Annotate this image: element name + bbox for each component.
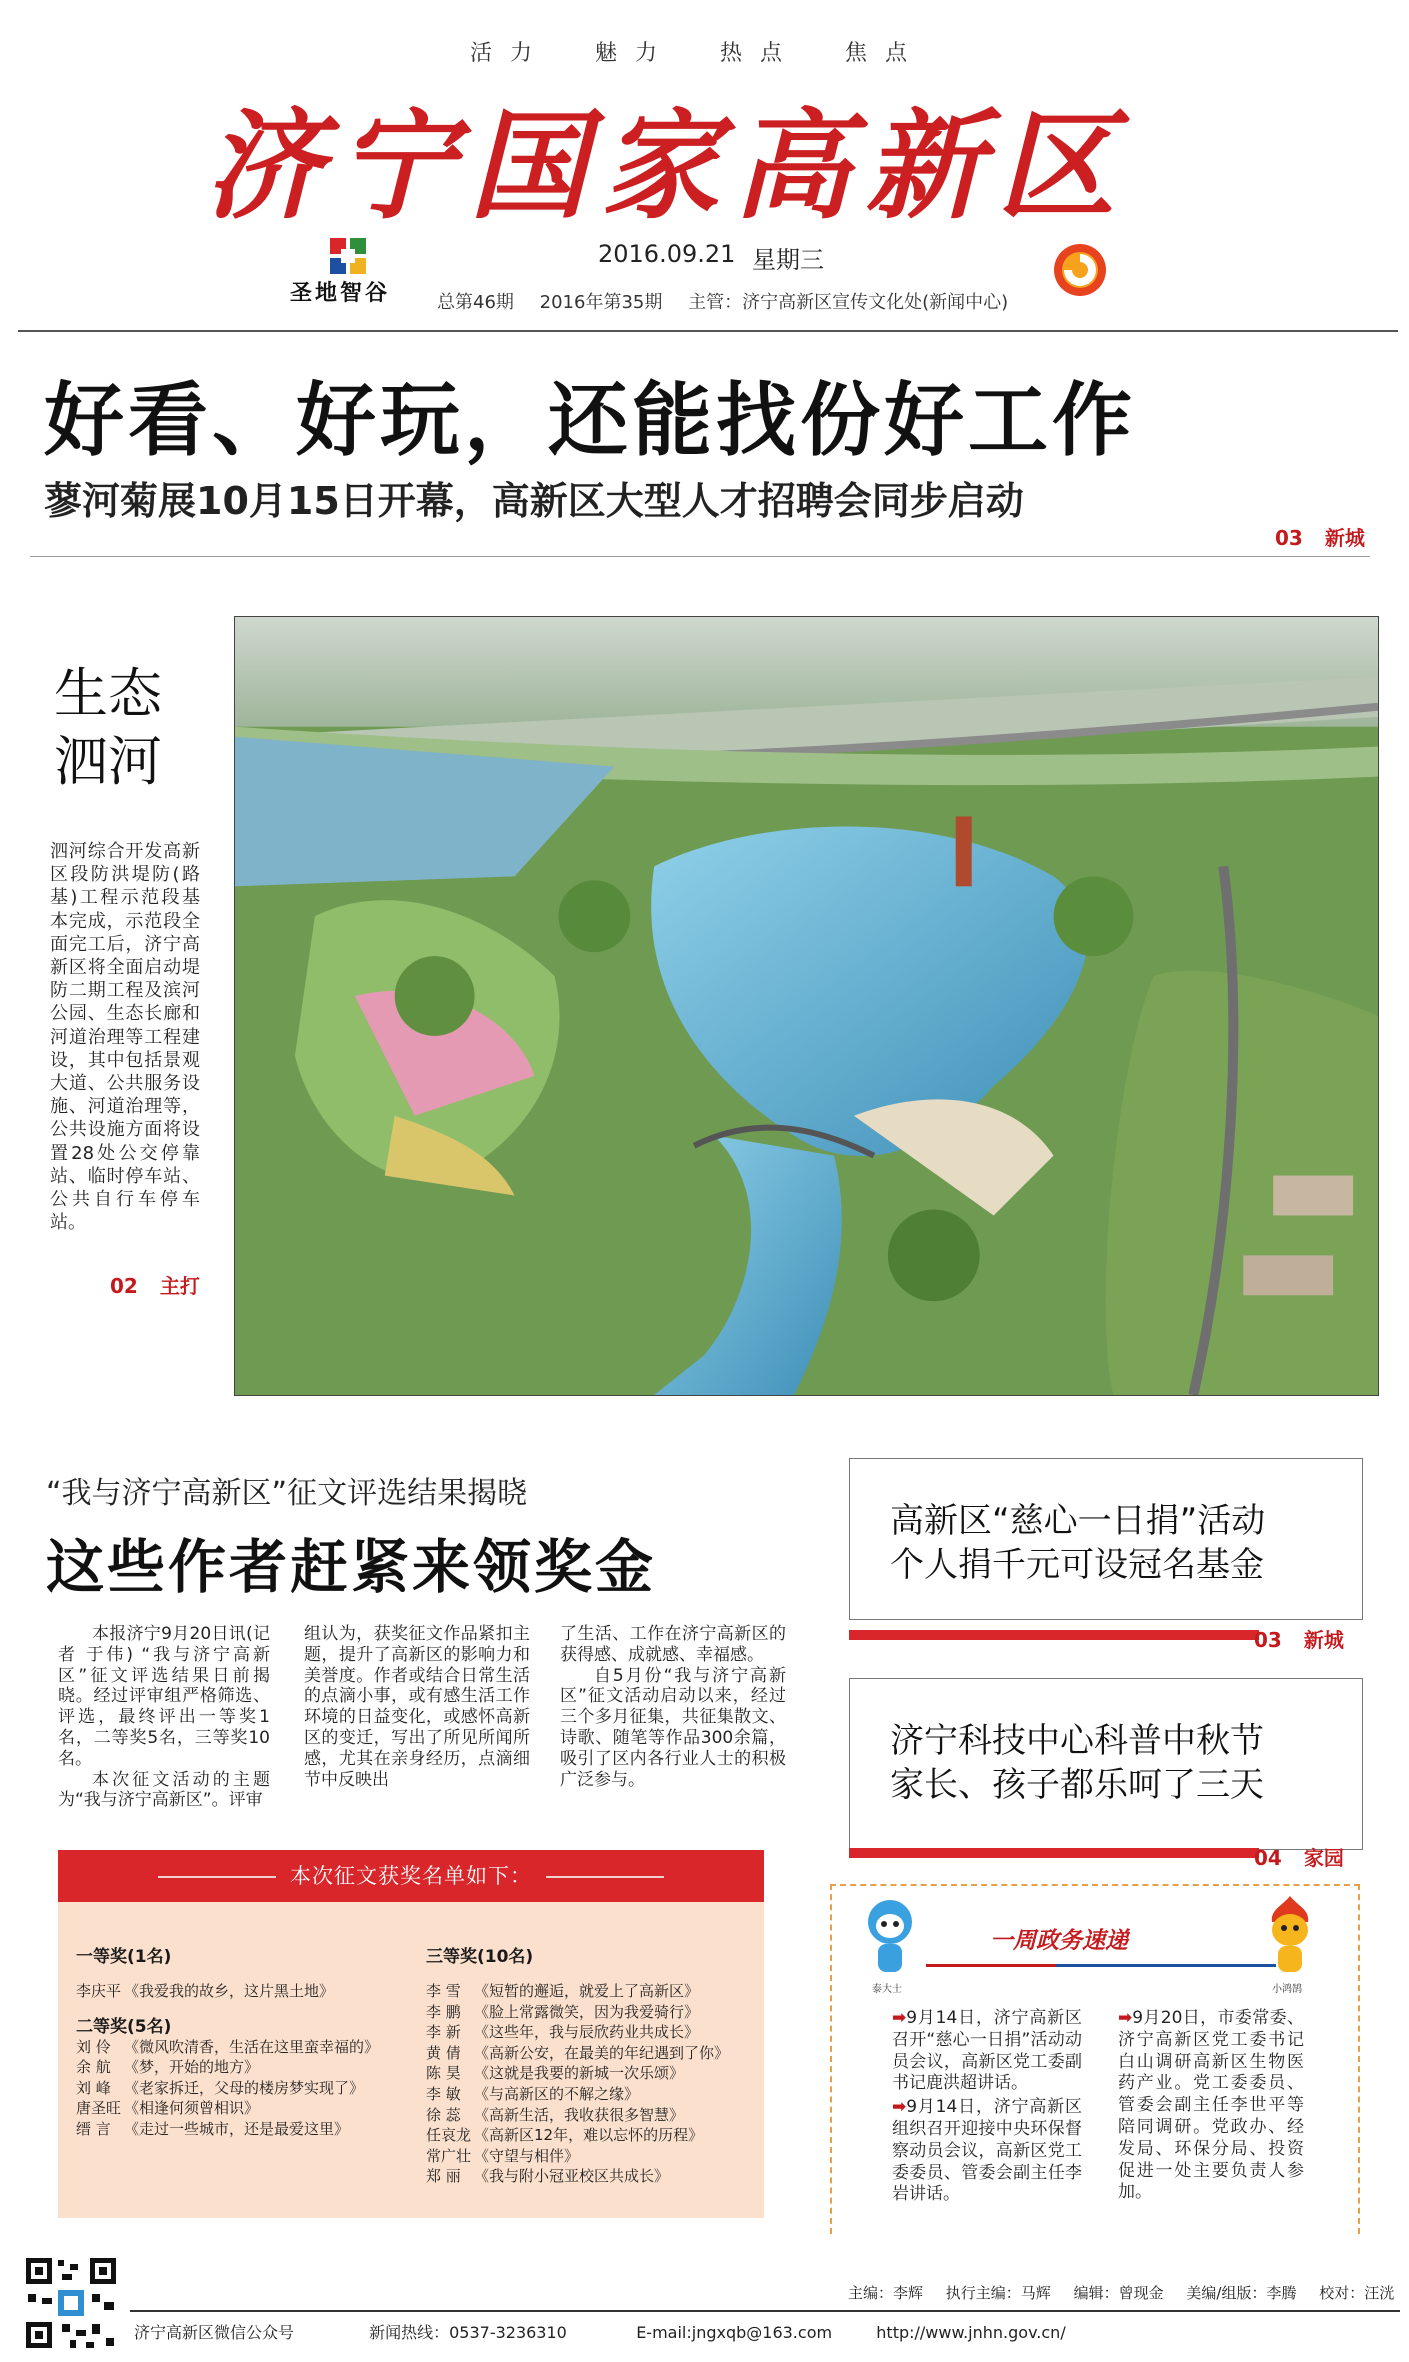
award-second-title: 二等奖(5名) xyxy=(76,2016,172,2037)
award-work-title: 《微风吹清香，生活在这里蛮幸福的》 xyxy=(124,2037,380,2056)
award-header xyxy=(58,1850,764,1902)
decor-line xyxy=(546,1876,664,1878)
designer: 美编/组版：李腾 xyxy=(1186,2284,1297,2302)
award-work-title: 《高新公安，在最美的年纪遇到了你》 xyxy=(474,2043,730,2062)
award-author: 徐 蕊 xyxy=(426,2105,461,2124)
award-author: 李 敏 xyxy=(426,2084,461,2103)
section-name: 新城 xyxy=(1324,526,1365,550)
award-entry xyxy=(426,2166,746,2187)
teaser-box[interactable] xyxy=(849,1678,1363,1850)
award-first-list xyxy=(76,1981,416,2002)
mascot-right-caption: 小鸿鹄 xyxy=(1272,1984,1302,1995)
brief-column-2 xyxy=(1118,2008,1304,2206)
issue-weekday: 星期三 xyxy=(752,246,824,274)
ecology-title-line: 泗河 xyxy=(54,730,162,793)
teaser-bar xyxy=(849,1848,1259,1858)
story-column-3 xyxy=(560,1624,786,1790)
email-link[interactable]: E-mail:jngxqb@163.com xyxy=(636,2323,833,2342)
award-entry xyxy=(76,2078,416,2099)
award-work-title: 《高新区12年，难以忘怀的历程》 xyxy=(474,2126,704,2145)
award-entry xyxy=(426,2105,746,2126)
award-first-title: 一等奖(1名) xyxy=(76,1947,172,1967)
issue-sponsor: 主管：济宁高新区宣传文化处(新闻中心) xyxy=(688,292,1009,313)
brief-item-text: 9月14日，济宁高新区组织召开迎接中央环保督察动员会议，高新区党工委委员、管委会副主任李岩讲话。 xyxy=(892,2097,1082,2205)
brief-rule xyxy=(1056,1964,1276,1967)
award-author: 唐圣旺 xyxy=(76,2099,122,2118)
award-author: 缙 言 xyxy=(76,2119,111,2138)
award-author: 黄 倩 xyxy=(426,2043,461,2062)
award-author: 刘 伶 xyxy=(76,2037,111,2056)
teaser-line: 高新区“慈心一日捐”活动 xyxy=(890,1501,1266,1541)
award-entry xyxy=(426,2043,746,2064)
award-work-title: 《这些年，我与辰欣药业共成长》 xyxy=(474,2023,700,2042)
award-entry xyxy=(76,2037,416,2058)
masthead xyxy=(205,86,1215,246)
story-paragraph: 自5月份“我与济宁高新区”征文活动启动以来，经过三个多月征集，共征集散文、诗歌、随笔等作品300余篇，吸引了区内各行业人士的积极广泛参与。 xyxy=(560,1665,786,1790)
award-second-list xyxy=(76,2037,416,2140)
brief-item-text: 9月20日，市委常委、济宁高新区党工委书记白山调研高新区生物医药产业。党工委委员、管委会副主任李世平等陪同调研。党政办、经发局、环保分局、投资促进一处主要负责人参加。 xyxy=(1118,2008,1304,2203)
brief-column-1 xyxy=(892,2008,1082,2208)
issue-total: 总第46期 xyxy=(437,292,514,313)
story-paragraph: 组认为，获奖征文作品紧扣主题，提升了高新区的影响力和美誉度。作者或结合日常生活的点滴小事，或有感生活工作环境的日益变化，或感怀高新区的变迁，写出了所见所闻所感，尤其在亲身经历，点滴细节中反映出 xyxy=(304,1624,530,1790)
award-author: 任哀龙 xyxy=(426,2126,472,2145)
award-entry xyxy=(76,2119,416,2140)
river-park-aerial-image xyxy=(234,616,1379,1396)
brief-item xyxy=(892,2097,1082,2206)
story-column-1 xyxy=(58,1624,270,1811)
award-entry xyxy=(426,2063,746,2084)
award-entry xyxy=(426,2146,746,2167)
weekly-brief-title: 一周政务速递 xyxy=(990,1928,1128,1954)
page-number: 03 xyxy=(1275,526,1303,550)
award-work-title: 《与高新区的不解之缘》 xyxy=(474,2084,640,2103)
award-author: 刘 峰 xyxy=(76,2078,111,2097)
website-link[interactable]: http://www.jnhn.gov.cn/ xyxy=(876,2323,1066,2342)
teaser-line: 个人捐千元可设冠名基金 xyxy=(890,1545,1264,1585)
award-third-title: 三等奖(10名) xyxy=(426,1947,534,1967)
qr-code-icon[interactable] xyxy=(22,2254,120,2352)
story-paragraph: 本次征文活动的主题为“我与济宁高新区”。评审 xyxy=(58,1769,270,1811)
teaser-line: 济宁科技中心科普中秋节 xyxy=(890,1721,1264,1761)
exec-editor: 执行主编：马辉 xyxy=(945,2284,1051,2302)
award-column-right xyxy=(426,1942,746,2187)
logo-mark-icon xyxy=(328,236,368,276)
award-entry xyxy=(426,2084,746,2105)
award-work-title: 《走过一些城市，还是最爱这里》 xyxy=(124,2119,350,2138)
editorial-staff xyxy=(848,2282,1409,2303)
ecology-title-line: 生态 xyxy=(54,662,162,725)
footer-rule xyxy=(130,2310,1400,2312)
wechat-label: 济宁高新区微信公众号 xyxy=(134,2323,295,2342)
award-work-title: 《高新生活，我收获很多智慧》 xyxy=(474,2105,685,2124)
proofreader: 校对：汪洸 xyxy=(1319,2284,1395,2302)
chief-editor: 主编：李辉 xyxy=(848,2284,924,2302)
swirl-logo-icon xyxy=(1050,240,1110,300)
award-work-title: 《梦，开始的地方》 xyxy=(124,2058,260,2077)
page-number: 02 xyxy=(110,1274,138,1298)
award-author: 郑 丽 xyxy=(426,2167,461,2186)
issue-year: 2016年第35期 xyxy=(539,292,663,313)
award-entry xyxy=(76,2057,416,2078)
mascot-left-caption: 泰大士 xyxy=(872,1984,902,1995)
brief-item xyxy=(1118,2008,1304,2204)
section-name: 家园 xyxy=(1303,1846,1344,1870)
lead-headline[interactable]: 好看、好玩，还能找份好工作 xyxy=(44,374,1136,467)
award-work-title: 《这就是我要的新城一次乐颂》 xyxy=(474,2064,685,2083)
award-author: 常广壮 xyxy=(426,2146,472,2165)
story-kicker: “我与济宁高新区”征文评选结果揭晓 xyxy=(46,1476,528,1511)
award-author: 李 鹏 xyxy=(426,2002,461,2021)
award-author: 李庆平 xyxy=(76,1982,122,2000)
lead-subhead: 蓼河菊展10月15日开幕，高新区大型人才招聘会同步启动 xyxy=(44,479,1024,523)
story-paragraph: 了生活、工作在济宁高新区的获得感、成就感、幸福感。 xyxy=(560,1624,786,1665)
teaser-line: 家长、孩子都乐呵了三天 xyxy=(890,1765,1264,1805)
hotline[interactable]: 新闻热线：0537-3236310 xyxy=(369,2323,567,2342)
teaser-page-ref[interactable] xyxy=(1254,1624,1344,1653)
story-paragraph: 本报济宁9月20日讯(记者 于伟) “我与济宁高新区”征文评选结果日前揭晓。经过评审组严格筛选、评选，最终评出一等奖1名，二等奖5名，三等奖10名。 xyxy=(58,1624,270,1769)
mascot-xiaohonghu-icon xyxy=(1262,1892,1318,1980)
teaser-bar xyxy=(849,1630,1259,1640)
section-name: 主打 xyxy=(159,1274,200,1298)
award-entry xyxy=(76,2098,416,2119)
award-work-title: 《我爱我的故乡，这片黑土地》 xyxy=(124,1982,335,2000)
award-header-title: 本次征文获奖名单如下： xyxy=(290,1864,532,1888)
award-work-title: 《相逢何须曾相识》 xyxy=(124,2099,260,2118)
award-entry xyxy=(426,2125,746,2146)
section-rule xyxy=(30,556,1370,557)
arrow-right-icon: ➡ xyxy=(892,2097,907,2118)
editor: 编辑：曾现金 xyxy=(1073,2284,1164,2302)
ecology-title xyxy=(54,660,162,796)
arrow-right-icon: ➡ xyxy=(1118,2008,1133,2028)
teaser-box[interactable] xyxy=(849,1458,1363,1620)
award-work-title: 《守望与相伴》 xyxy=(474,2146,580,2165)
award-list-box xyxy=(58,1850,764,2218)
issue-date: 2016.09.21 xyxy=(598,240,736,268)
award-author: 李 新 xyxy=(426,2023,461,2042)
page-number: 03 xyxy=(1254,1628,1282,1652)
award-author: 余 航 xyxy=(76,2058,111,2077)
masthead-slogan: 活力 魅力 热点 焦点 xyxy=(470,41,925,66)
brief-item-text: 9月14日，济宁高新区召开“慈心一日捐”活动动员会议，高新区党工委副书记鹿洪超讲话。 xyxy=(892,2008,1082,2094)
decor-line xyxy=(158,1876,276,1878)
masthead-title: 济宁国家高新区 xyxy=(205,96,1130,235)
award-author: 陈 昊 xyxy=(426,2064,461,2083)
shengdi-zhigu-logo xyxy=(290,236,430,306)
mascot-taidashi-icon xyxy=(862,1892,918,1980)
award-work-title: 《我与附小冠亚校区共成长》 xyxy=(474,2167,670,2186)
ecology-page-ref[interactable] xyxy=(110,1270,200,1299)
footer-contact-line xyxy=(134,2320,1066,2343)
section-name: 新城 xyxy=(1303,1628,1344,1652)
page-number: 04 xyxy=(1254,1846,1282,1870)
issue-info-line xyxy=(437,288,1028,314)
award-third-list xyxy=(426,1981,746,2187)
award-author: 李 雪 xyxy=(426,1982,461,2000)
award-column-left xyxy=(76,1942,416,2140)
award-entry xyxy=(426,1981,746,2002)
award-entry xyxy=(76,1981,416,2002)
award-work-title: 《脸上常露微笑，因为我爱骑行》 xyxy=(474,2002,700,2021)
story-column-2 xyxy=(304,1624,530,1790)
award-entry xyxy=(426,2002,746,2023)
brief-item xyxy=(892,2008,1082,2095)
ecology-body: 泗河综合开发高新区段防洪堤防(路基)工程示范段基本完成，示范段全面完工后，济宁高新区将全面启动堤防二期工程及滨河公园、生态长廊和河道治理等工程建设，其中包括景观大道、公共服务设施、河道治理等，公共设施方面将设置28处公交停靠站、临时停车站、公共自行车停车站。 xyxy=(50,841,200,1234)
lead-page-ref[interactable] xyxy=(1275,522,1365,551)
award-work-title: 《老家拆迁，父母的楼房梦实现了》 xyxy=(124,2078,365,2097)
masthead-rule xyxy=(18,330,1398,332)
story-headline[interactable]: 这些作者赶紧来领奖金 xyxy=(46,1533,657,1601)
logo-left-text: 圣地智谷 xyxy=(290,281,391,306)
teaser-page-ref[interactable] xyxy=(1254,1842,1344,1871)
award-entry xyxy=(426,2022,746,2043)
weekly-brief-box xyxy=(830,1884,1360,2234)
award-work-title: 《短暂的邂逅，就爱上了高新区》 xyxy=(474,1982,700,2000)
arrow-right-icon: ➡ xyxy=(892,2008,907,2028)
